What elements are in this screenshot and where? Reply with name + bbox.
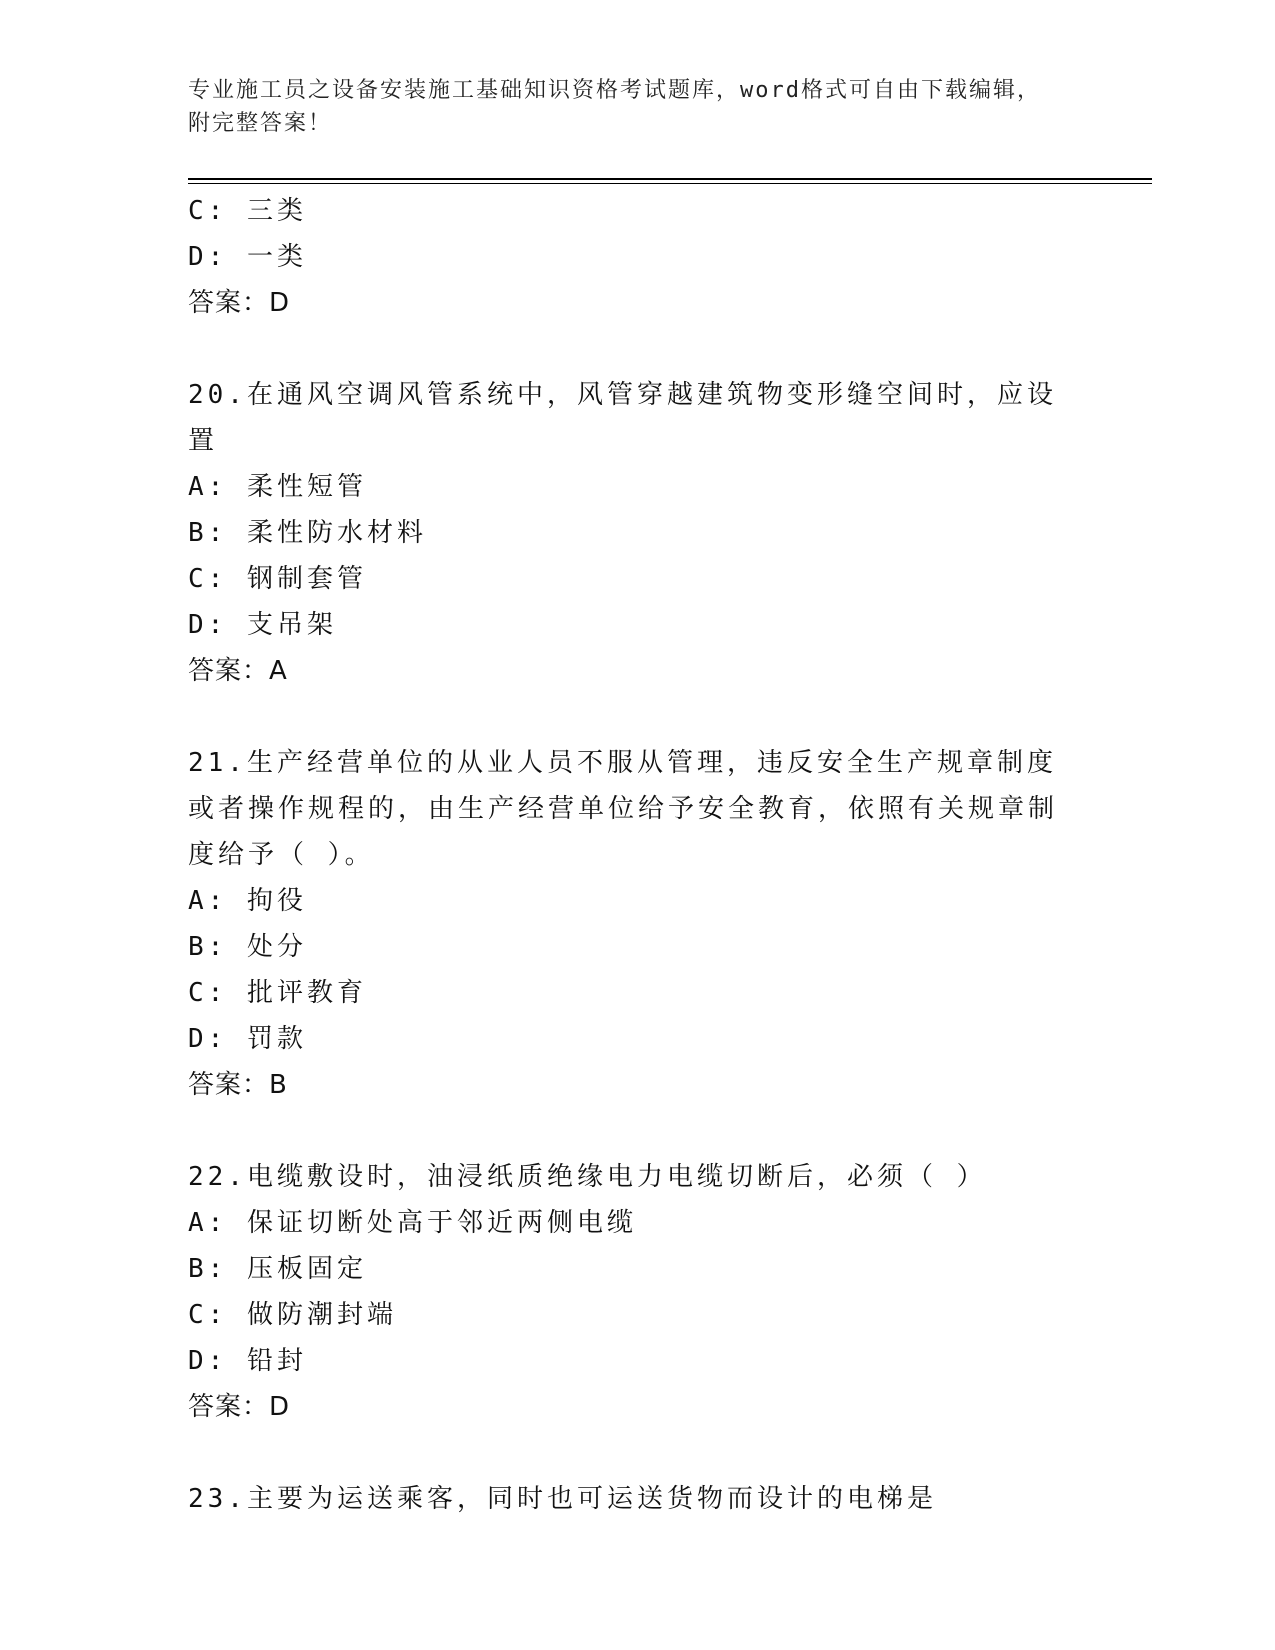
- answer-line: 答案：D: [188, 1392, 291, 1422]
- question-stem: 20.在通风空调风管系统中，风管穿越建筑物变形缝空间时，应设置: [188, 380, 1057, 456]
- option-a: A: 拘役: [188, 886, 307, 916]
- option-c: C: 做防潮封端: [188, 1300, 397, 1330]
- option-d: D: 一类: [188, 242, 307, 272]
- spacer: [188, 694, 1088, 740]
- header-line-1: 专业施工员之设备安装施工基础知识资格考试题库，word格式可自由下载编辑，: [188, 78, 1041, 103]
- option-d: D: 铅封: [188, 1346, 307, 1376]
- header-line-2: 附完整答案！: [188, 111, 333, 136]
- header-rule-thin: [188, 183, 1152, 184]
- question-22: [188, 1154, 1088, 1430]
- answer-line: 答案：A: [188, 656, 288, 686]
- question-stem: 21.生产经营单位的从业人员不服从管理，违反安全生产规章制度或者操作规程的，由生产经营单位给予安全教育，依照有关规章制度给予（ ）。: [188, 748, 1059, 870]
- option-b: B: 压板固定: [188, 1254, 367, 1284]
- option-b: B: 处分: [188, 932, 307, 962]
- option-c: C: 批评教育: [188, 978, 367, 1008]
- header-rule-thick: [188, 178, 1152, 180]
- question-stem: 22.电缆敷设时，油浸纸质绝缘电力电缆切断后，必须（ ）: [188, 1162, 987, 1192]
- option-c: C: 钢制套管: [188, 564, 367, 594]
- document-header: [188, 74, 1088, 140]
- option-a: A: 保证切断处高于邻近两侧电缆: [188, 1208, 637, 1238]
- option-a: A: 柔性短管: [188, 472, 367, 502]
- question-stem: 23.主要为运送乘客，同时也可运送货物而设计的电梯是: [188, 1484, 937, 1514]
- option-c: C: 三类: [188, 196, 307, 226]
- option-d: D: 罚款: [188, 1024, 307, 1054]
- question-21: [188, 740, 1088, 1108]
- question-20: [188, 372, 1088, 694]
- question-list: [188, 188, 1088, 1522]
- option-d: D: 支吊架: [188, 610, 337, 640]
- spacer: [188, 1108, 1088, 1154]
- answer-line: 答案：D: [188, 288, 291, 318]
- spacer: [188, 326, 1088, 372]
- spacer: [188, 1430, 1088, 1476]
- option-b: B: 柔性防水材料: [188, 518, 427, 548]
- question-19-tail: [188, 188, 1088, 326]
- question-23: [188, 1476, 1088, 1522]
- answer-line: 答案：B: [188, 1070, 288, 1100]
